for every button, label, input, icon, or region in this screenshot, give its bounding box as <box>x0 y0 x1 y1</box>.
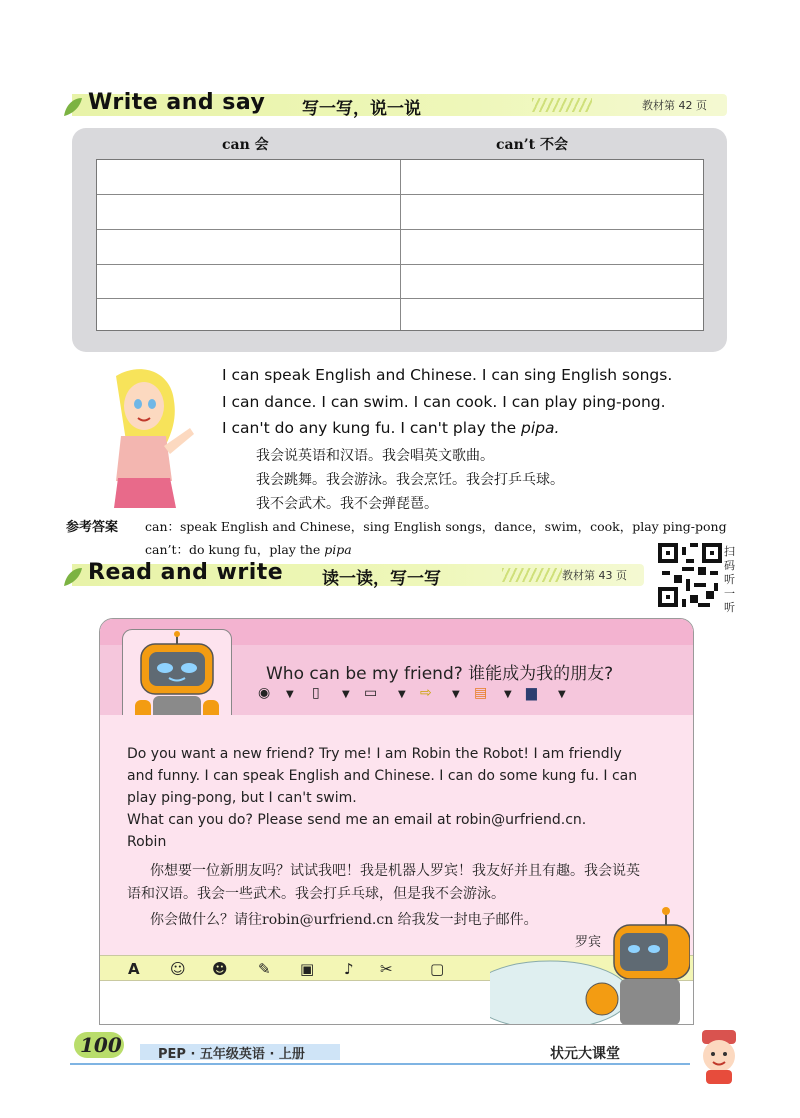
table-row-line <box>97 194 703 195</box>
mascot-illustration <box>694 1028 744 1084</box>
model-en-line: I can dance. I can swim. I can cook. I can play ping-pong. <box>222 393 666 411</box>
write-say-table <box>96 159 704 331</box>
scissors-icon[interactable]: ✂ <box>380 960 393 978</box>
edit-icon[interactable]: ✎ <box>258 960 271 978</box>
dropdown-arrow-icon[interactable]: ▼ <box>558 689 566 700</box>
font-icon[interactable]: A <box>128 960 140 978</box>
section-title-cn: 读一读，写一写 <box>322 569 441 589</box>
email-en-line: Do you want a new friend? Try me! I am Robin the Robot! I am friendly <box>127 746 622 762</box>
column-header-cant: can’t 不会 <box>496 137 568 153</box>
model-cn-line: 我会跳舞。我会游泳。我会烹饪。我会打乒乓球。 <box>256 472 564 488</box>
chat-bubble-icon[interactable]: ▭ <box>364 685 378 701</box>
model-cn-line: 我会说英语和汉语。我会唱英文歌曲。 <box>256 448 494 464</box>
footer-line <box>70 1063 690 1065</box>
textbook-page-ref: 教材第 43 页 <box>562 569 627 582</box>
email-en-line: What can you do? Please send me an email at robin@urfriend.cn. <box>127 812 587 828</box>
pipa-word: pipa. <box>521 419 560 437</box>
notepad-icon[interactable]: ▤ <box>474 685 488 701</box>
write-say-table-panel <box>72 128 727 352</box>
dropdown-arrow-icon[interactable]: ▼ <box>452 689 460 700</box>
model-en-line: I can speak English and Chinese. I can sing English songs. <box>222 366 673 384</box>
answer-pipa: pipa <box>324 542 352 557</box>
phone-icon[interactable]: ▯ <box>312 685 320 701</box>
dropdown-arrow-icon[interactable]: ▼ <box>504 689 512 700</box>
monitor-icon[interactable]: ▆ <box>526 685 537 701</box>
smiley-icon[interactable]: ☺ <box>170 960 186 978</box>
email-subject: Who can be my friend? 谁能成为我的朋友? <box>266 664 614 684</box>
table-row-line <box>97 298 703 299</box>
avatar-icon[interactable]: ☻ <box>212 960 228 978</box>
girl-illustration <box>86 366 206 511</box>
dropdown-arrow-icon[interactable]: ▼ <box>398 689 406 700</box>
brand-name: 状元大课堂 <box>550 1046 620 1062</box>
answer-line-can: can：speak English and Chinese，sing English songs，dance，swim，cook，play ping-pong <box>145 519 727 534</box>
email-window <box>99 618 694 1025</box>
model-cn-line: 我不会武术。我不会弹琵琶。 <box>256 496 438 512</box>
dropdown-arrow-icon[interactable]: ▼ <box>342 689 350 700</box>
dropdown-arrow-icon[interactable]: ▼ <box>286 689 294 700</box>
write-say-banner <box>62 88 727 124</box>
image-icon[interactable]: ▣ <box>300 960 315 978</box>
table-divider <box>400 160 401 330</box>
read-write-banner <box>62 558 644 594</box>
answer-label: 参考答案 <box>66 520 119 535</box>
page-number: 100 <box>80 1033 122 1057</box>
qr-code[interactable] <box>658 543 722 607</box>
answer-cant-text: can’t：do kung fu，play the <box>145 542 325 557</box>
section-title-en: Read and write <box>88 560 284 585</box>
webcam-icon[interactable]: ◉ <box>258 685 271 701</box>
email-cn-signature: 罗宾 <box>575 935 602 950</box>
textbook-page-ref: 教材第 42 页 <box>642 99 707 112</box>
leaf-icon <box>62 96 84 118</box>
bag-icon[interactable]: ▢ <box>430 960 445 978</box>
banner-hatch <box>502 568 562 582</box>
music-icon[interactable]: ♪ <box>344 960 354 978</box>
email-en-line: and funny. I can speak English and Chinese. I can do some kung fu. I can <box>127 768 638 784</box>
model-en-text: I can't do any kung fu. I can't play the <box>222 419 522 437</box>
column-header-can: can 会 <box>222 137 269 153</box>
email-en-line: play ping-pong, but I can't swim. <box>127 790 357 806</box>
table-row-line <box>97 229 703 230</box>
email-cn-line: 你会做什么？请往robin@urfriend.cn 给我发一封电子邮件。 <box>150 912 538 928</box>
robot-illustration <box>490 905 690 1025</box>
email-cn-line: 你想要一位新朋友吗？试试我吧！我是机器人罗宾！我友好并且有趣。我会说英 <box>150 863 640 879</box>
section-title-en: Write and say <box>88 90 266 115</box>
section-title-cn: 写一写，说一说 <box>302 99 421 119</box>
table-row-line <box>97 264 703 265</box>
email-cn-line: 语和汉语。我会一些武术。我会打乒乓球，但是我不会游泳。 <box>127 886 505 902</box>
banner-hatch <box>532 98 592 112</box>
email-signature: Robin <box>127 834 167 850</box>
book-title: PEP · 五年级英语 · 上册 <box>158 1047 305 1062</box>
leaf-icon <box>62 566 84 588</box>
model-en-line <box>222 419 559 437</box>
qr-caption: 扫码听一听 <box>724 545 735 614</box>
send-file-icon[interactable]: ⇨ <box>420 685 432 701</box>
answer-line-cant <box>145 540 352 558</box>
